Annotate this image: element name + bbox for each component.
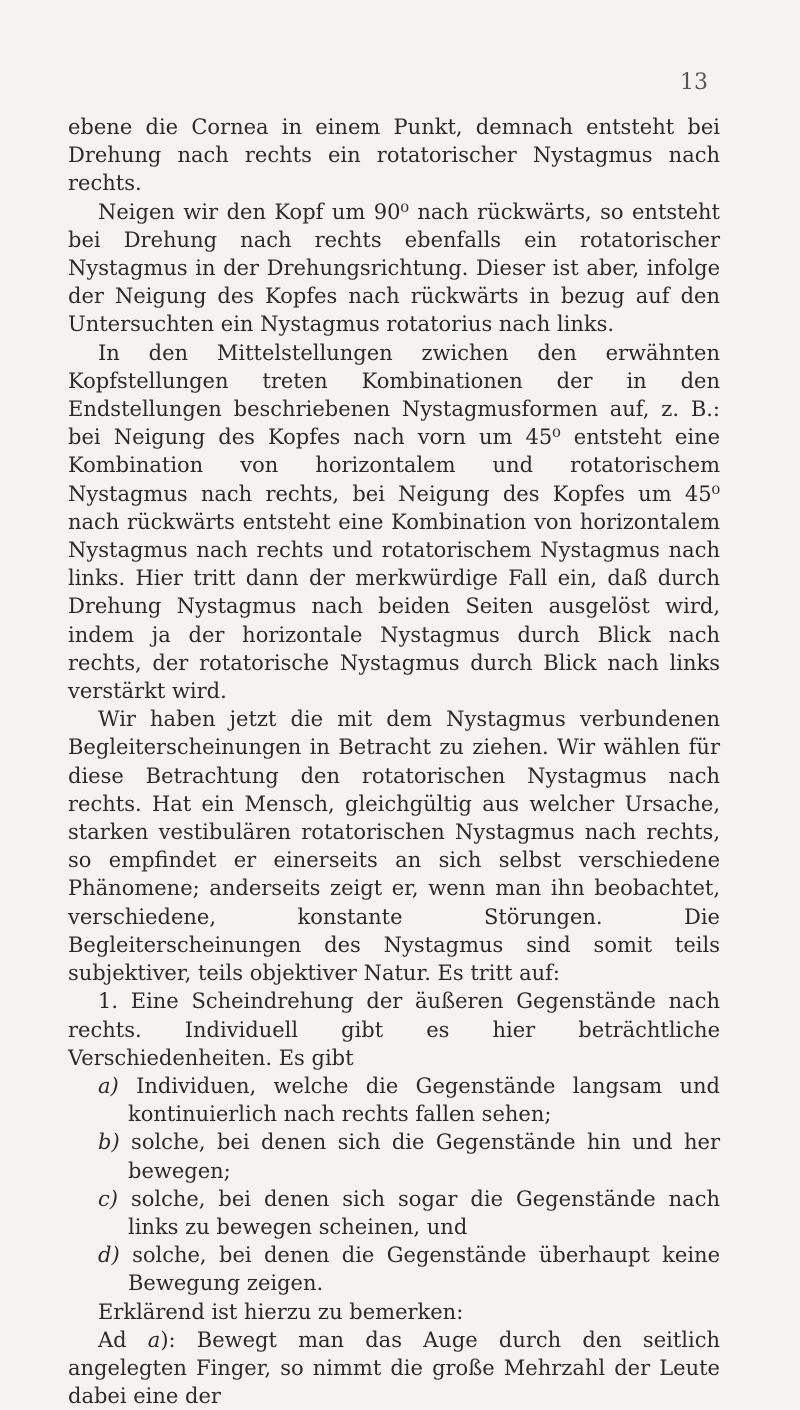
closing-text: ): Bewegt man das Auge durch den seitlich angelegten Finger, so nimmt die große Mehrzahl der Leute dabei eine der bbox=[68, 1327, 720, 1409]
list-marker: a) bbox=[98, 1073, 119, 1098]
list-item-text: solche, bei denen sich sogar die Gegenstände nach links zu bewegen scheinen, und bbox=[128, 1186, 720, 1239]
body-text bbox=[68, 113, 720, 1410]
closing-prefix: Ad bbox=[98, 1327, 148, 1352]
paragraph-1: ebene die Cornea in einem Punkt, demnach entsteht bei Drehung nach rechts ein rotatorischer Nystagmus nach rechts. bbox=[68, 115, 720, 196]
closing-marker: a bbox=[147, 1327, 161, 1352]
list-item-text: Individuen, welche die Gegenstände langsam und kontinuierlich nach rechts fallen sehen; bbox=[128, 1073, 720, 1127]
paragraph-5: 1. Eine Scheindrehung der äußeren Gegenstände nach rechts. Individuell gibt es hier beträchtliche Verschiedenheiten. Es gibt bbox=[68, 989, 720, 1070]
list-marker: c) bbox=[98, 1186, 118, 1211]
paragraph-4: Wir haben jetzt die mit dem Nystagmus verbundenen Begleiterscheinungen in Betracht zu ziehen. Wir wählen für diese Betrachtung den rotatorischen Nystagmus nach rechts. Hat ein Mensch, gleichgültig aus welcher Ursache, starken vestibulären rotatorischen Nystagmus nach rechts, so empfindet er einerseits an sich selbst verschiedene Phänomene; anderseits zeigt er, wenn man ihn beobachtet, verschiedene, konstante Störungen. Die Begleiterscheinungen des Nystagmus sind somit teils subjektiver, teils objektiver Natur. Es tritt auf: bbox=[68, 707, 720, 986]
list-item-a bbox=[68, 1072, 720, 1128]
list-marker: b) bbox=[98, 1130, 120, 1155]
list-item-c bbox=[68, 1185, 720, 1241]
closing-paragraph-1: Erklärend ist hierzu zu bemerken: bbox=[98, 1299, 464, 1324]
page-number: 13 bbox=[680, 70, 708, 95]
closing-paragraph-2 bbox=[68, 1326, 720, 1410]
list-item-text: solche, bei denen die Gegenstände überhaupt keine Bewegung zeigen. bbox=[128, 1243, 720, 1296]
list-item-text: solche, bei denen sich die Gegenstände hin und her bewegen; bbox=[128, 1130, 720, 1183]
list-item-d bbox=[68, 1241, 720, 1297]
paragraph-2: Neigen wir den Kopf um 90⁰ nach rückwärts, so entsteht bei Drehung nach rechts ebenfalls ein rotatorischer Nystagmus in der Drehungsrichtung. Dieser ist aber, infolge der Neigung des Kopfes nach rückwärts in bezug auf den Untersuchten ein Nystagmus rotatorius nach links. bbox=[68, 199, 720, 337]
list-item-b bbox=[68, 1128, 720, 1184]
list-marker: d) bbox=[98, 1243, 120, 1268]
paragraph-3: In den Mittelstellungen zwichen den erwähnten Kopfstellungen treten Kombinationen der in den Endstellungen beschriebenen Nystagmusformen auf, z. B.: bei Neigung des Kopfes nach vorn um 45⁰ entsteht eine Kombination von horizontalem und rotatorischem Nystagmus nach rechts, bei Neigung des Kopfes um 45⁰ nach rückwärts entsteht eine Kombination von horizontalem Nystagmus nach rechts und rotatorischem Nystagmus nach links. Hier tritt dann der merkwürdige Fall ein, daß durch Drehung Nystagmus nach beiden Seiten ausgelöst wird, indem ja der horizontale Nystagmus durch Blick nach rechts, der rotatorische Nystagmus durch Blick nach links verstärkt wird. bbox=[68, 340, 720, 704]
